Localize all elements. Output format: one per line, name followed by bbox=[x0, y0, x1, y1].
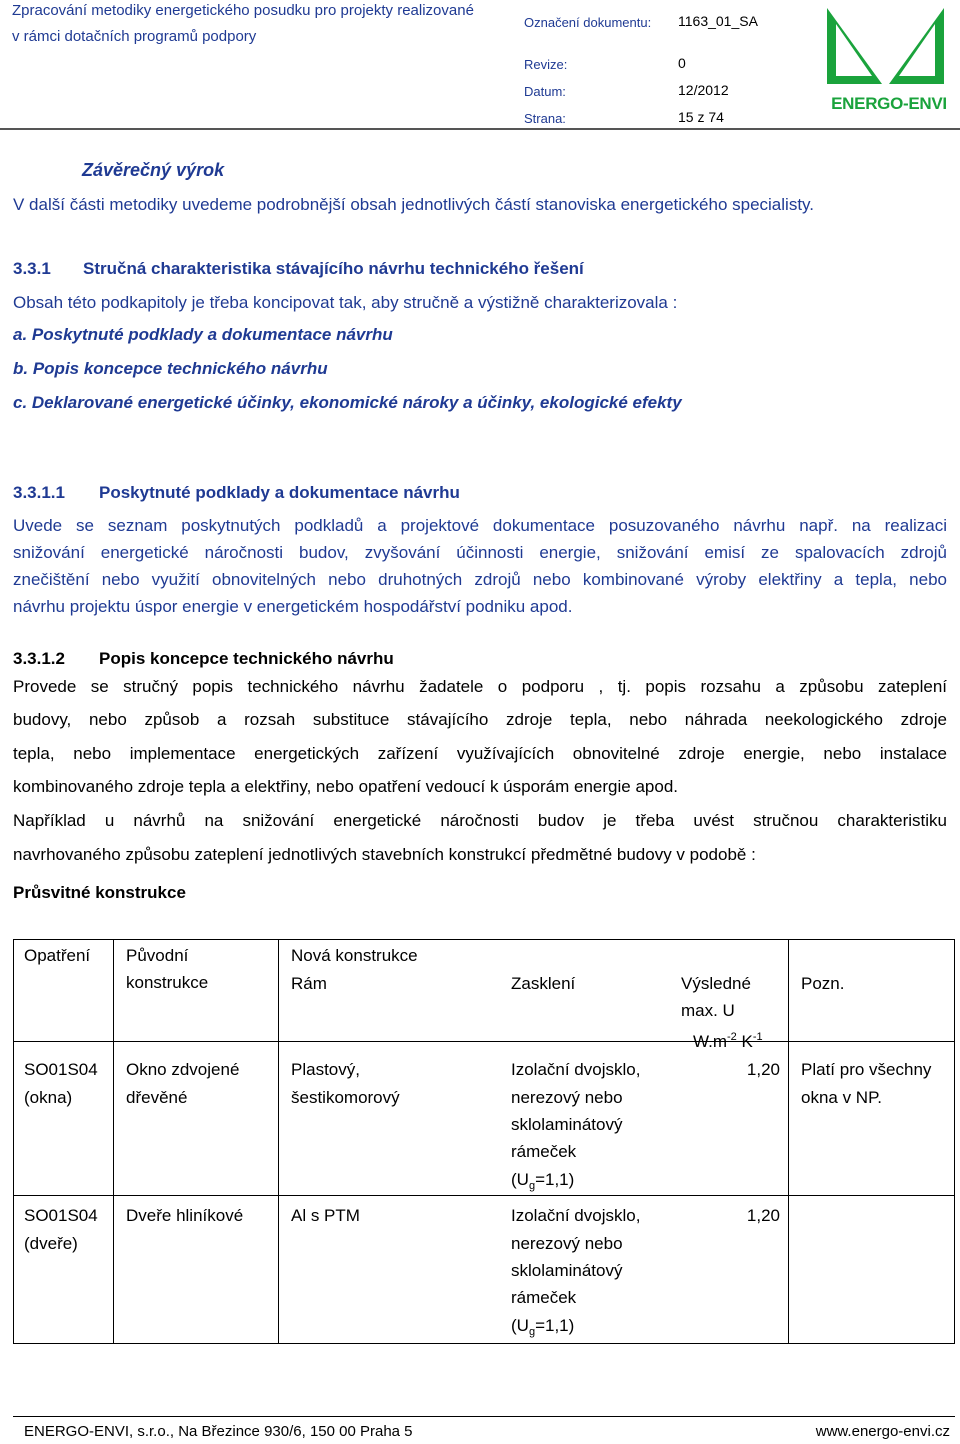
meta-label-date: Datum: bbox=[524, 84, 566, 99]
zaver-text: V další části metodiky uvedeme podrobnější obsah jednotlivých částí stanoviska energetického specialisty. bbox=[13, 195, 815, 214]
section-3312-line3: tepla, nebo implementace energetických zařízení využívajících obnovitelné zdroje energie, nebo instalace bbox=[13, 744, 947, 763]
meta-label-page: Strana: bbox=[524, 111, 566, 126]
row1-puvodni-2: dřevěné bbox=[126, 1088, 188, 1107]
row2-zaskleni-4: rámeček bbox=[511, 1288, 577, 1307]
meta-value-date: 12/2012 bbox=[678, 82, 729, 98]
header-vysledne-1: Výsledné bbox=[681, 974, 751, 993]
section-3311-title: Poskytnuté podklady a dokumentace návrhu bbox=[99, 483, 460, 502]
row2-opatreni-1: SO01S04 bbox=[24, 1206, 98, 1225]
row1-puvodni-1: Okno zdvojené bbox=[126, 1060, 240, 1079]
row2-zaskleni-5 bbox=[511, 1312, 574, 1347]
row1-zaskleni-2: nerezový nebo bbox=[511, 1088, 623, 1107]
section-3312-line2: budovy, nebo způsob a rozsah substituce stávajícího zdroje tepla, nebo náhrada neekologického zdroje bbox=[13, 710, 947, 729]
row1-pozn-2: okna v NP. bbox=[801, 1088, 882, 1107]
header-divider bbox=[0, 128, 960, 130]
row1-zaskleni-3: sklolaminátový bbox=[511, 1115, 623, 1134]
meta-label-doc: Označení dokumentu: bbox=[524, 15, 652, 30]
header-unit bbox=[693, 1024, 763, 1056]
zaver-heading: Závěrečný výrok bbox=[82, 160, 225, 180]
section-3312-number: 3.3.1.2 bbox=[13, 649, 65, 668]
footer-divider bbox=[13, 1416, 955, 1417]
meta-value-revision: 0 bbox=[678, 55, 686, 71]
constructions-table bbox=[13, 939, 955, 1344]
section-3311-line4: návrhu projektu úspor energie v energetickém hospodářství podniku apod. bbox=[13, 597, 573, 616]
ug-sub: g bbox=[528, 1180, 536, 1192]
header-nova: Nová konstrukce bbox=[291, 946, 418, 965]
pruhledne-heading: Průsvitné konstrukce bbox=[13, 883, 186, 902]
section-3312-line4: kombinovaného zdroje tepla a elektřiny, nebo opatření vedoucí k úsporám energie apod. bbox=[13, 777, 679, 796]
row1-pozn-1: Platí pro všechny bbox=[801, 1060, 932, 1079]
row1-ram-2: šestikomorový bbox=[291, 1088, 400, 1107]
ug-value: =1,1) bbox=[535, 1316, 575, 1335]
unit-k: K bbox=[736, 1032, 753, 1051]
row2-puvodni-1: Dveře hliníkové bbox=[126, 1206, 244, 1225]
row1-zaskleni-5 bbox=[511, 1166, 574, 1201]
header-zaskleni: Zasklení bbox=[511, 974, 576, 993]
row1-u-value: 1,20 bbox=[746, 1060, 780, 1079]
meta-label-revision: Revize: bbox=[524, 57, 568, 72]
row2-u-value: 1,20 bbox=[746, 1206, 780, 1225]
unit-exp2: -1 bbox=[752, 1031, 763, 1043]
section-331-intro: Obsah této podkapitoly je třeba koncipovat tak, aby stručně a výstižně charakterizovala : bbox=[13, 293, 678, 312]
ug-u: (U bbox=[511, 1170, 529, 1189]
header-puvodni-1: Původní bbox=[126, 946, 189, 965]
row1-opatreni-2: (okna) bbox=[24, 1088, 73, 1107]
row1-opatreni-1: SO01S04 bbox=[24, 1060, 98, 1079]
ug-u: (U bbox=[511, 1316, 529, 1335]
row1-ram-1: Plastový, bbox=[291, 1060, 360, 1079]
row2-zaskleni-3: sklolaminátový bbox=[511, 1261, 623, 1280]
unit-exp1: -2 bbox=[727, 1031, 737, 1043]
unit-base: W.m bbox=[693, 1032, 727, 1051]
row1-zaskleni-4: rámeček bbox=[511, 1142, 577, 1161]
energo-envi-logo bbox=[822, 6, 956, 114]
row2-zaskleni-2: nerezový nebo bbox=[511, 1234, 623, 1253]
priklad-line2: navrhovaného způsobu zateplení jednotlivých stavebních konstrukcí předmětné budovy v podobě : bbox=[13, 845, 756, 864]
logo-graphic-icon bbox=[822, 6, 956, 94]
section-3311-line3: znečištění nebo využití obnovitelných nebo druhotných zdrojů nebo kombinované výroby elektřiny a tepla, nebo bbox=[13, 570, 947, 589]
header-opatreni: Opatření bbox=[24, 946, 91, 965]
header-title-line2: v rámci dotačních programů podpory bbox=[12, 28, 257, 45]
section-331-title: Stručná charakteristika stávajícího návrhu technického řešení bbox=[83, 259, 584, 278]
logo-text: ENERGO-ENVI bbox=[831, 94, 947, 113]
meta-value-page: 15 z 74 bbox=[678, 109, 724, 125]
header-vysledne-2: max. U bbox=[681, 1001, 735, 1020]
ug-value: =1,1) bbox=[535, 1170, 575, 1189]
header-puvodni-2: konstrukce bbox=[126, 973, 209, 992]
list-item-c: c. Deklarované energetické účinky, ekonomické nároky a účinky, ekologické efekty bbox=[13, 393, 682, 412]
footer-address: ENERGO-ENVI, s.r.o., Na Březince 930/6, 150 00 Praha 5 bbox=[24, 1423, 413, 1440]
section-3311-line2: snižování energetické náročnosti budov, zvyšování účinnosti energie, snižování emisí ze spalovacích zdrojů bbox=[13, 543, 947, 562]
row1-zaskleni-1: Izolační dvojsklo, bbox=[511, 1060, 641, 1079]
section-3312-title: Popis koncepce technického návrhu bbox=[99, 649, 394, 668]
ug-sub: g bbox=[528, 1326, 536, 1338]
section-3311-number: 3.3.1.1 bbox=[13, 483, 65, 502]
row2-ram-1: Al s PTM bbox=[291, 1206, 360, 1225]
row2-opatreni-2: (dveře) bbox=[24, 1234, 78, 1253]
list-item-b: b. Popis koncepce technického návrhu bbox=[13, 359, 328, 378]
priklad-line1: Například u návrhů na snižování energetické náročnosti budov je třeba uvést stručnou charakteristiku bbox=[13, 811, 947, 830]
section-331-number: 3.3.1 bbox=[13, 259, 51, 278]
row2-zaskleni-1: Izolační dvojsklo, bbox=[511, 1206, 641, 1225]
section-3312-line1: Provede se stručný popis technického návrhu žadatele o podporu , tj. popis rozsahu a způsobu zateplení bbox=[13, 677, 947, 696]
header-ram: Rám bbox=[291, 974, 327, 993]
meta-value-doc: 1163_01_SA bbox=[678, 13, 758, 29]
header-pozn: Pozn. bbox=[801, 974, 845, 993]
footer-website-link[interactable]: www.energo-envi.cz bbox=[815, 1423, 950, 1440]
section-3311-line1: Uvede se seznam poskytnutých podkladů a projektové dokumentace posuzovaného návrhu např. na realizaci bbox=[13, 516, 947, 535]
list-item-a: a. Poskytnuté podklady a dokumentace návrhu bbox=[13, 325, 393, 344]
header-title-line1: Zpracování metodiky energetického posudku pro projekty realizované bbox=[12, 2, 474, 19]
